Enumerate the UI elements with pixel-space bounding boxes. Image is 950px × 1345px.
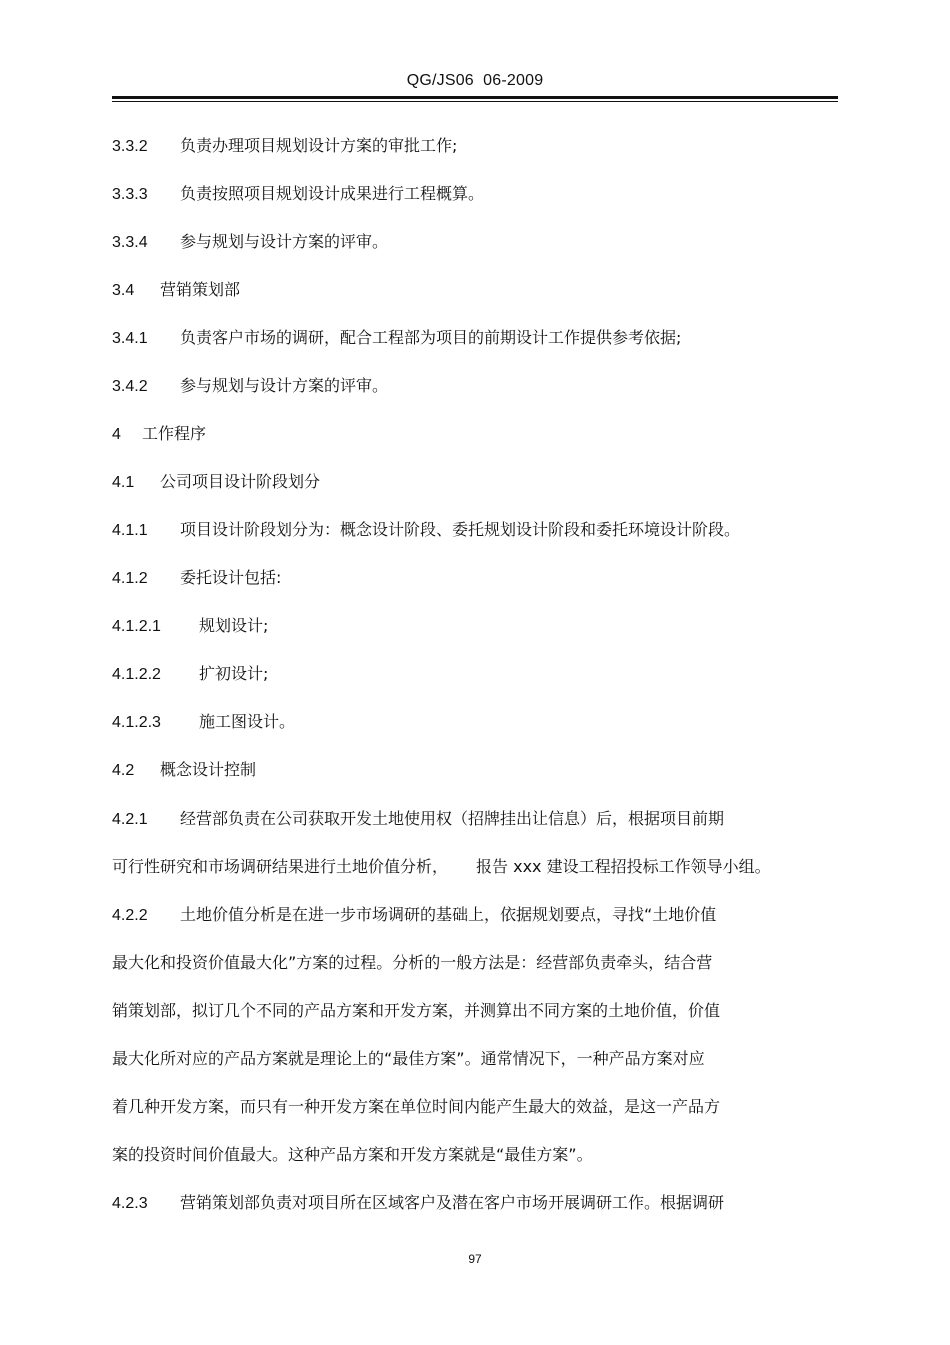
paragraph-4-2-3-line-1: [112, 1190, 724, 1216]
paragraph-text: 销策划部，拟订几个不同的产品方案和开发方案，并测算出不同方案的土地价值，价值: [112, 1001, 721, 1020]
section-4-1-2-2: [112, 661, 268, 687]
section-heading: 工作程序: [142, 424, 207, 443]
section-number: 3.4.1: [112, 330, 148, 347]
section-heading: 营销策划部: [160, 280, 241, 299]
section-3-4-1: [112, 325, 681, 351]
paragraph-text: 最大化和投资价值最大化”方案的过程。分析的一般方法是：经营部负责牵头，结合营: [112, 953, 713, 972]
section-3-4-2: [112, 373, 388, 399]
section-number: 4.2.3: [112, 1195, 148, 1212]
section-3-3-3: [112, 181, 484, 207]
paragraph-text: 经营部负责在公司获取开发土地使用权（招牌挂出让信息）后，根据项目前期: [180, 809, 725, 828]
section-heading: 概念设计控制: [160, 760, 257, 779]
paragraph-4-2-2-line-1: [112, 902, 716, 928]
section-text: 施工图设计。: [199, 712, 296, 731]
section-text: 规划设计;: [199, 616, 269, 635]
section-number: 3.3.2: [112, 138, 148, 155]
paragraph-text: 着几种开发方案，而只有一种开发方案在单位时间内能产生最大的效益，是这一产品方: [112, 1097, 721, 1116]
section-4-1-2: [112, 565, 281, 591]
section-text: 负责客户市场的调研，配合工程部为项目的前期设计工作提供参考依据;: [180, 328, 682, 347]
paragraph-text: 营销策划部负责对项目所在区域客户及潜在客户市场开展调研工作。根据调研: [180, 1193, 725, 1212]
section-number: 3.4.2: [112, 378, 148, 395]
section-4-1-2-1: [112, 613, 268, 639]
section-number: 4.2.1: [112, 811, 148, 828]
paragraph-text: 可行性研究和市场调研结果进行土地价值分析，: [112, 857, 449, 876]
paragraph-4-2-2-line-3: [112, 998, 720, 1024]
section-3-4: [112, 277, 240, 303]
section-number: 4.2: [112, 762, 135, 779]
section-text: 负责按照项目规划设计成果进行工程概算。: [180, 184, 485, 203]
section-4-1-2-3: [112, 709, 295, 735]
paragraph-text: 土地价值分析是在进一步市场调研的基础上，依据规划要点，寻找“土地价值: [180, 905, 717, 924]
section-text: 委托设计包括:: [180, 568, 282, 587]
paragraph-text: 报告 xxx 建设工程招投标工作领导小组。: [476, 857, 771, 876]
paragraph-4-2-1-line-2: [112, 854, 771, 880]
section-number: 4: [112, 426, 121, 443]
section-number: 3.4: [112, 282, 135, 299]
section-3-3-4: [112, 229, 388, 255]
paragraph-4-2-2-line-6: [112, 1142, 593, 1168]
section-number: 4.2.2: [112, 907, 148, 924]
section-text: 扩初设计;: [199, 664, 269, 683]
section-text: 参与规划与设计方案的评审。: [180, 376, 389, 395]
section-text: 负责办理项目规划设计方案的审批工作;: [180, 136, 458, 155]
section-4: [112, 421, 206, 447]
section-4-1-1: [112, 517, 740, 543]
section-text: 参与规划与设计方案的评审。: [180, 232, 389, 251]
header-rule-thick: [112, 96, 838, 99]
section-text: 项目设计阶段划分为：概念设计阶段、委托规划设计阶段和委托环境设计阶段。: [180, 520, 741, 539]
section-number: 4.1.2.3: [112, 714, 161, 731]
section-3-3-2: [112, 133, 457, 159]
section-4-2: [112, 757, 256, 783]
section-4-1: [112, 469, 320, 495]
section-number: 4.1.2: [112, 570, 148, 587]
paragraph-4-2-2-line-2: [112, 950, 712, 976]
paragraph-4-2-2-line-4: [112, 1046, 705, 1072]
paragraph-text: 最大化所对应的产品方案就是理论上的“最佳方案”。通常情况下，一种产品方案对应: [112, 1049, 705, 1068]
paragraph-4-2-1-line-1: [112, 806, 724, 832]
paragraph-text: 案的投资时间价值最大。这种产品方案和开发方案就是“最佳方案”。: [112, 1145, 593, 1164]
header-rule-thin: [112, 101, 838, 102]
section-number: 4.1.2.2: [112, 666, 161, 683]
section-number: 4.1.1: [112, 522, 148, 539]
section-number: 3.3.3: [112, 186, 148, 203]
section-heading: 公司项目设计阶段划分: [160, 472, 321, 491]
section-number: 4.1.2.1: [112, 618, 161, 635]
paragraph-4-2-2-line-5: [112, 1094, 720, 1120]
section-number: 4.1: [112, 474, 135, 491]
document-code-header: QG/JS06 06-2009: [406, 72, 544, 89]
section-number: 3.3.4: [112, 234, 148, 251]
page-number: 97: [468, 1252, 482, 1266]
